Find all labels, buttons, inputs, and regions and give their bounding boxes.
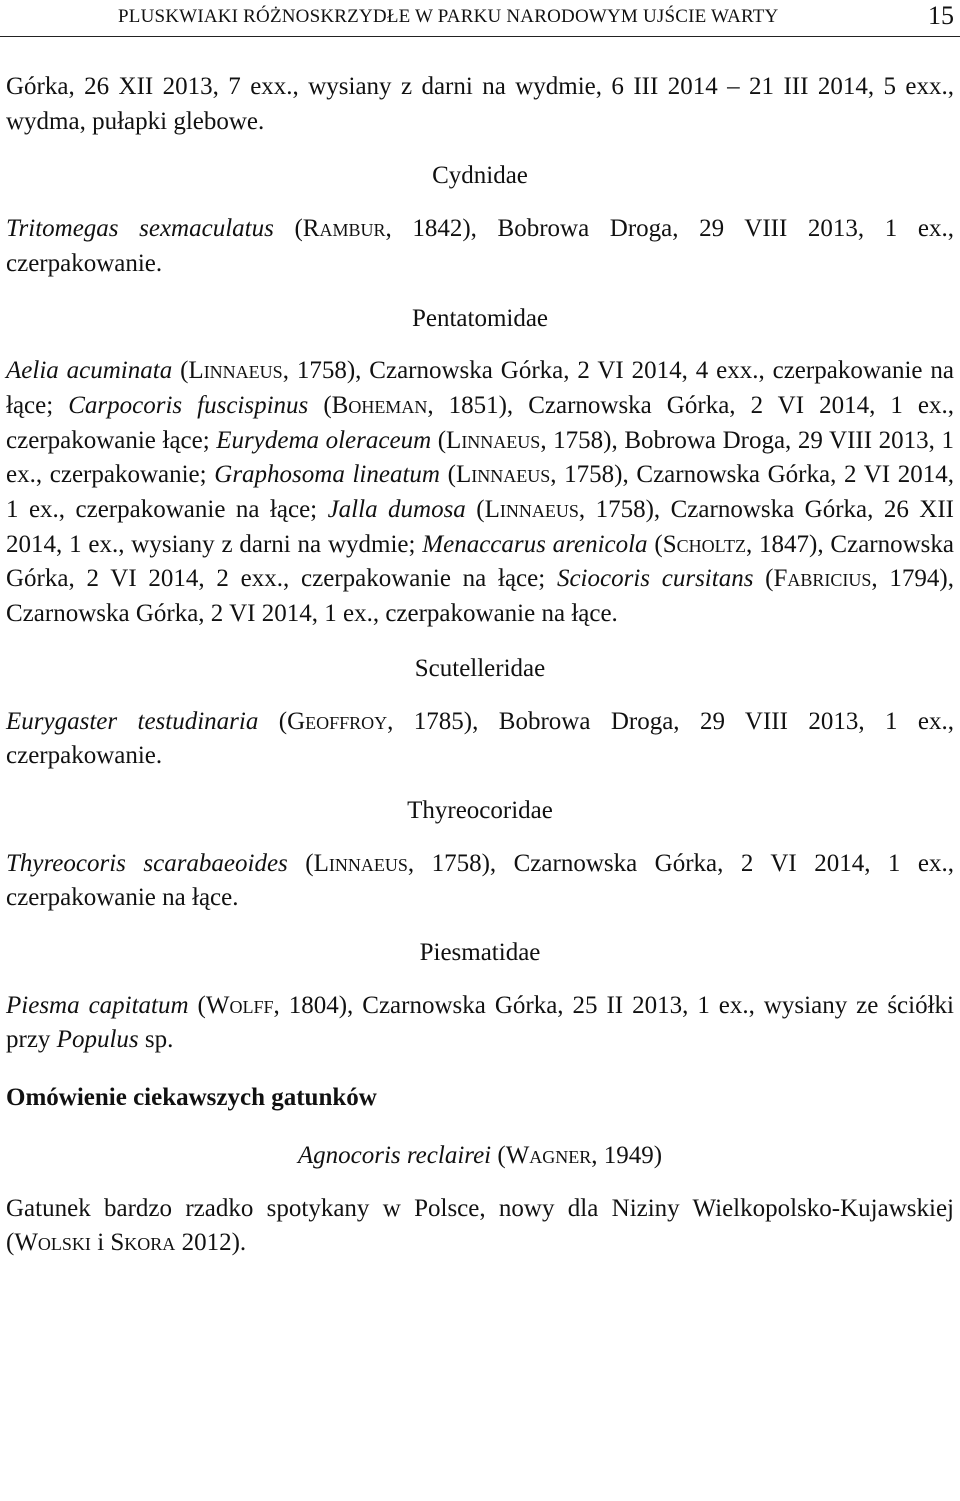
family-heading-cydnidae: Cydnidae [432, 162, 528, 190]
citation-author: Wolski [14, 1229, 91, 1257]
record-text: , 1804), Czarnowska Górka, 25 II 2013, 1 ex., wysiany ze ściółki przy [6, 991, 954, 1054]
record-text: , 1794), Czarnowska Górka, 2 VI 2014, 1 ex., czerpakowanie na łące. [6, 565, 954, 628]
discussion-text: Gatunek bardzo rzadko spotykany w Polsce, nowy dla Niziny Wielkopolsko-Kujawskiej ( [6, 1194, 954, 1257]
plant-genus: Populus [56, 1026, 139, 1054]
paren: ( [431, 426, 447, 454]
species-name: Tritomegas sexmaculatus [6, 215, 274, 243]
species-name: Eurydema oleraceum [216, 426, 432, 454]
discussion-paragraph [6, 1192, 954, 1261]
paren: ( [753, 565, 774, 593]
section-heading: Omówienie ciekawszych gatunków [6, 1084, 377, 1112]
paren: ( [294, 215, 303, 243]
record-text: , 1758), Czarnowska Górka, 2 VI 2014, 4 exx., czerpakowanie na łące; [6, 357, 954, 419]
author-name: Linnaeus [313, 849, 408, 877]
scutelleridae-record [6, 705, 954, 774]
author-name: Geoffroy [287, 707, 388, 735]
family-heading-piesmatidae: Piesmatidae [419, 939, 541, 967]
piesmatidae-record [6, 989, 954, 1058]
record-text: , 1758), Bobrowa Droga, 29 VIII 2013, 1 ex., czerpakowanie; [6, 426, 954, 489]
species-name: Jalla dumosa [327, 496, 466, 524]
author-name: Linnaeus [188, 357, 283, 385]
record-text: sp. [138, 1026, 174, 1054]
author-name: Wolff [205, 991, 274, 1019]
author-name: Linnaeus [484, 496, 579, 524]
record-text: , 1758), Czarnowska Górka, 2 VI 2014, 1 ex., czerpakowanie na łące. [6, 849, 954, 912]
intro-paragraph [6, 70, 954, 139]
species-subheading [6, 1139, 954, 1174]
page-body [6, 70, 954, 1261]
record-text: , 1847), Czarnowska Górka, 2 VI 2014, 2 exx., czerpakowanie na łące; [6, 530, 955, 593]
record-text: , 1758), Czarnowska Górka, 26 XII 2014, 1 ex., wysiany z darni na wydmie; [6, 496, 955, 558]
species-name: Aelia acuminata [6, 357, 173, 385]
author-name: Wagner [505, 1141, 592, 1169]
discussion-text: 2012). [175, 1229, 247, 1257]
family-heading-pentatomidae: Pentatomidae [411, 304, 549, 332]
species-name: Thyreocoris scarabaeoides [6, 849, 288, 877]
record-text: , 1785), Bobrowa Droga, 29 VIII 2013, 1 ex., czerpakowanie. [6, 707, 954, 770]
author-name: Boheman [331, 391, 428, 419]
citation-joiner: i [90, 1229, 111, 1257]
author-name: Linnaeus [446, 426, 541, 454]
running-header [0, 0, 960, 36]
paren: ( [287, 849, 314, 877]
author-name: Rambur [302, 215, 386, 243]
family-heading-thyreocoridae: Thyreocoridae [407, 796, 553, 824]
species-name: Agnocoris reclairei [297, 1141, 492, 1169]
header-rule [0, 36, 960, 37]
species-name: Menaccarus arenicola [422, 530, 648, 558]
paren: ( [188, 991, 206, 1019]
paren: ( [439, 461, 456, 489]
species-name: Sciocoris cursitans [556, 565, 754, 593]
cydnidae-record [6, 212, 954, 281]
paren: ( [465, 496, 485, 524]
species-name: Carpocoris fuscispinus [68, 391, 309, 419]
record-text: , 1842), Bobrowa Droga, 29 VIII 2013, 1 ex., czerpakowanie. [6, 215, 954, 277]
species-name: Graphosoma lineatum [214, 461, 440, 489]
thyreocoridae-record [6, 847, 954, 916]
paren: ( [491, 1141, 506, 1169]
record-text: , 1758), Czarnowska Górka, 2 VI 2014, 1 ex., czerpakowanie na łące; [6, 461, 954, 524]
author-name: Scholtz [662, 530, 746, 558]
species-name: Eurygaster testudinaria [6, 707, 259, 735]
author-name: Linnaeus [455, 461, 551, 489]
paren: ( [172, 357, 189, 385]
paren: ( [258, 707, 288, 735]
paren: ( [647, 530, 663, 558]
family-heading-scutelleridae: Scutelleridae [414, 654, 546, 682]
citation-author: Skora [110, 1229, 176, 1257]
page-number: 15 [928, 1, 954, 30]
record-text: , 1949) [591, 1141, 663, 1169]
pentatomidae-record [6, 354, 954, 632]
author-name: Fabricius [773, 565, 872, 593]
species-name: Piesma capitatum [6, 991, 189, 1019]
record-text: , 1851), Czarnowska Górka, 2 VI 2014, 1 ex., czerpakowanie łące; [6, 391, 954, 454]
paren: ( [308, 391, 332, 419]
running-title: PLUSKWIAKI RÓŻNOSKRZYDŁE W PARKU NARODOWYM UJŚCIE WARTY [118, 6, 779, 27]
intro-text: Górka, 26 XII 2013, 7 exx., wysiany z darni na wydmie, 6 III 2014 – 21 III 2014, 5 exx., wydma, pułapki glebowe. [6, 73, 954, 135]
